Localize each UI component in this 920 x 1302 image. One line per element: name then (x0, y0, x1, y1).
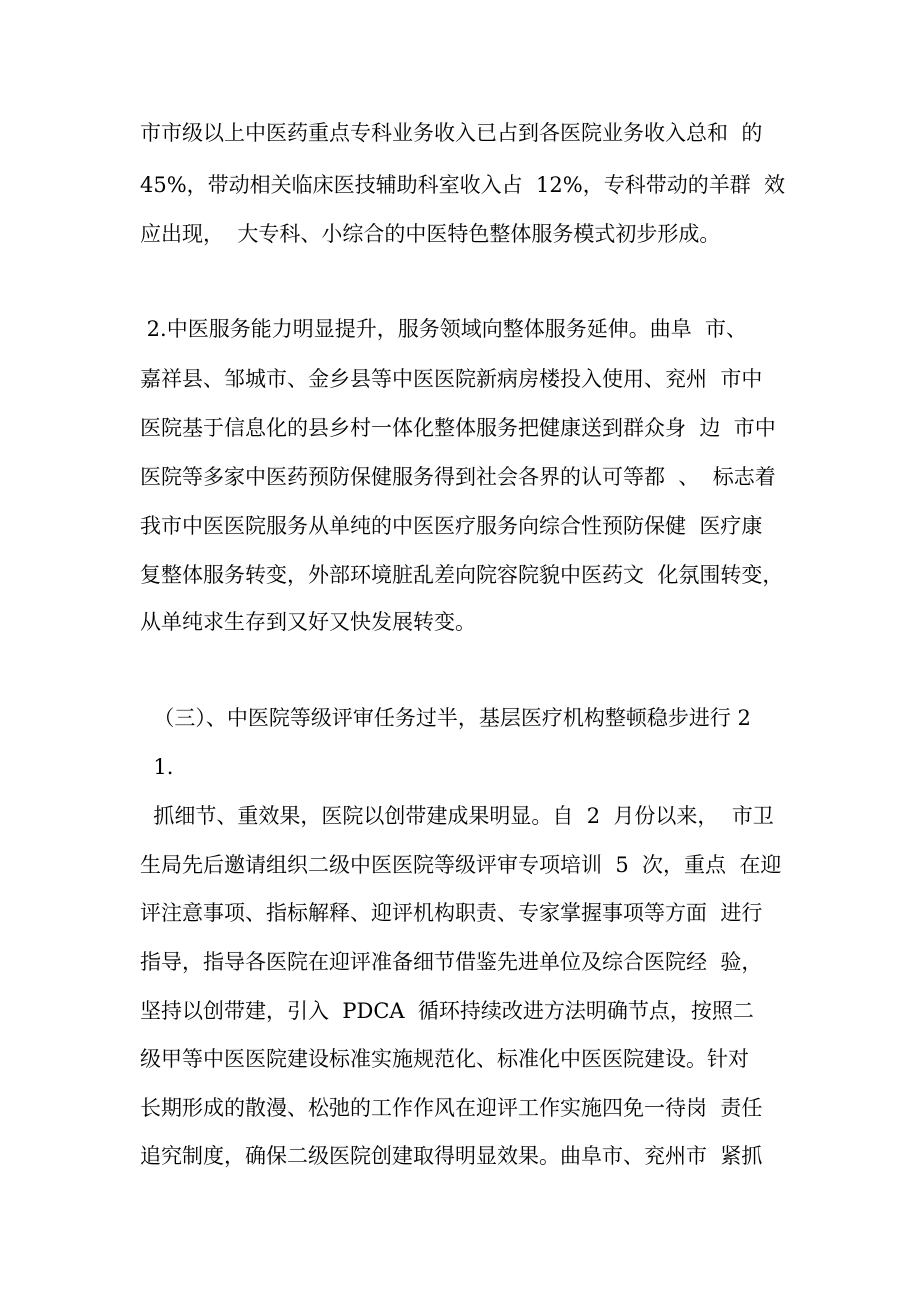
text-line: 我市中医医院服务从单纯的中医医疗服务向综合性预防保健 医疗康 (140, 514, 763, 538)
section-heading-continuation: 1. (140, 755, 174, 779)
text-line: 应出现， 大专科、小综合的中医特色整体服务模式初步形成。 (140, 222, 721, 246)
section-heading: （三）、中医院等级评审任务过半，基层医疗机构整顿稳步进行 2 (140, 706, 751, 730)
text-line: 长期形成的散漫、松弛的工作作风在迎评工作实施四免一待岗 责任 (140, 1096, 763, 1120)
text-line: 从单纯求生存到又好又快发展转变。 (140, 610, 476, 634)
text-line: 坚持以创带建，引入 PDCA 循环持续改进方法明确节点，按照二 (140, 999, 754, 1023)
text-line: 复整体服务转变，外部环境脏乱差向院容院貌中医药文 化氛围转变， (140, 563, 784, 587)
text-line: 45%，带动相关临床医技辅助科室收入占 12%，专科带动的羊群 效 (140, 173, 786, 197)
text-line: 嘉祥县、邹城市、金乡县等中医医院新病房楼投入使用、兖州 市中 (140, 367, 763, 391)
text-line: 医院等多家中医药预防保健服务得到社会各界的认可等都 、 标志着 (140, 465, 776, 489)
text-line: 指导，指导各医院在迎评准备细节借鉴先进单位及综合医院经 验， (140, 950, 763, 974)
text-line: 抓细节、重效果，医院以创带建成果明显。自 2 月份以来， 市卫 (140, 804, 774, 828)
text-line: 2.中医服务能力明显提升，服务领域向整体服务延伸。曲阜 市、 (140, 317, 748, 341)
text-line: 生局先后邀请组织二级中医医院等级评审专项培训 5 次，重点 在迎 (140, 853, 782, 877)
text-line: 追究制度，确保二级医院创建取得明显效果。曲阜市、兖州市 紧抓 (140, 1144, 763, 1168)
text-line: 级甲等中医医院建设标准实施规范化、标准化中医医院建设。针对 (140, 1047, 749, 1071)
text-line: 医院基于信息化的县乡村一体化整体服务把健康送到群众身 边 市中 (140, 416, 776, 440)
text-line: 市市级以上中医药重点专科业务收入已占到各医院业务收入总和 的 (140, 121, 763, 145)
text-line: 评注意事项、指标解释、迎评机构职责、专家掌握事项等方面 进行 (140, 901, 763, 925)
